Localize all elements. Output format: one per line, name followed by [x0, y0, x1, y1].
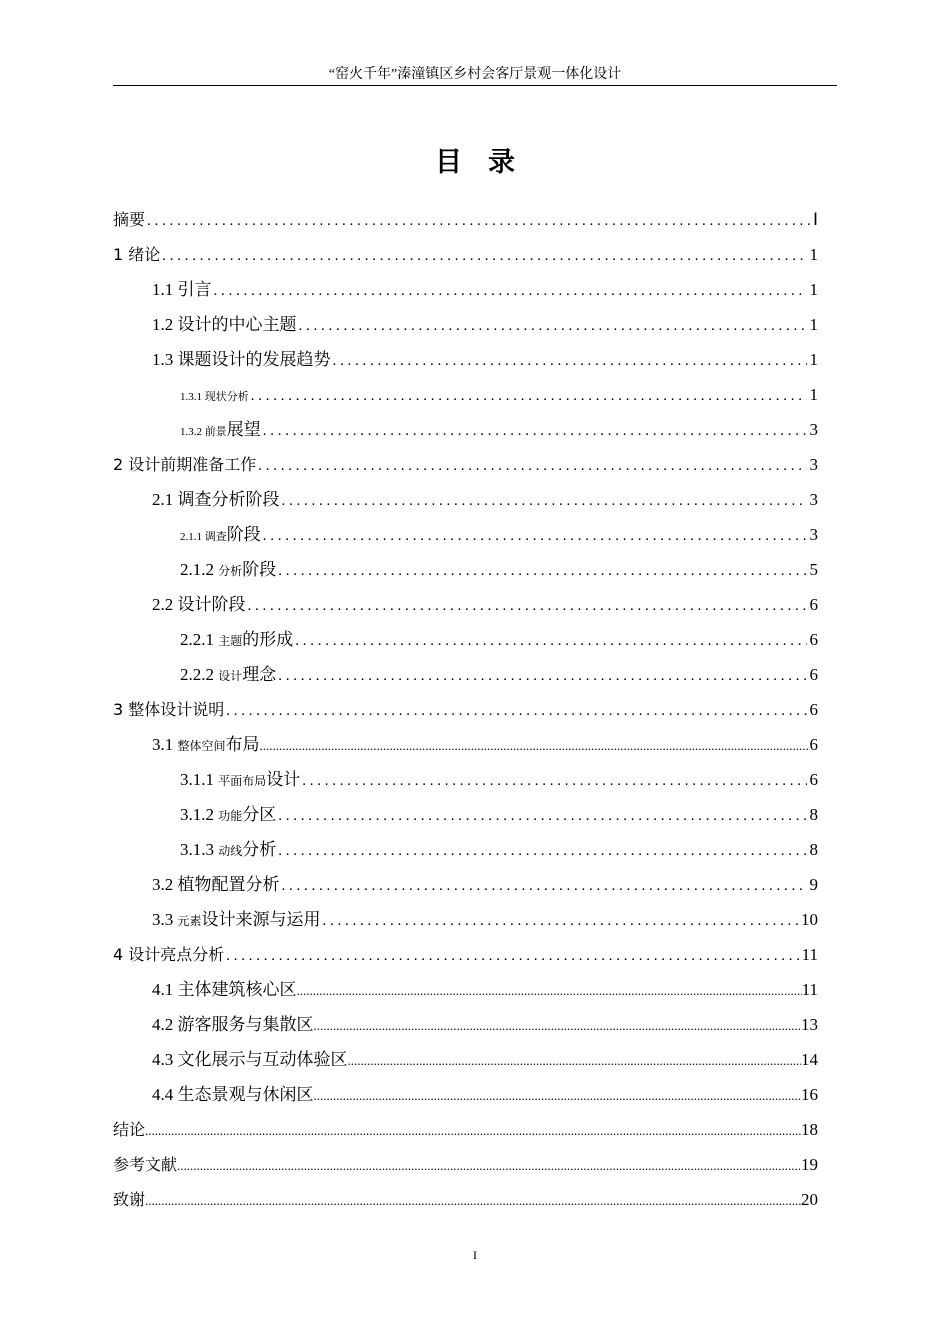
toc-entry-number: 3.1 [152, 735, 178, 754]
toc-entry-label: 分析 [242, 840, 277, 859]
toc-entry-label: 4.1 主体建筑核心区 [152, 980, 297, 999]
toc-entry[interactable] [113, 1182, 818, 1217]
dot-leader [145, 1183, 801, 1219]
toc-page-number: 11 [801, 945, 818, 964]
page-title: 目录 [435, 147, 541, 178]
toc-entry-number: 2.2.2 [180, 665, 219, 684]
toc-entry[interactable] [152, 342, 818, 377]
dot-leader [299, 309, 807, 344]
toc-entry-label-small: 1.3.2 前景 [180, 426, 227, 438]
toc-entry-label: 阶段 [242, 560, 277, 579]
dot-leader [278, 659, 806, 694]
dot-leader [226, 694, 806, 729]
dot-leader [333, 344, 807, 379]
toc-entry[interactable] [113, 202, 818, 237]
toc-page-number: 5 [809, 560, 818, 579]
toc-page-number: 8 [809, 840, 818, 859]
dot-leader [248, 589, 807, 624]
toc-entry-label: 4 设计亮点分析 [113, 945, 225, 964]
toc-entry-label-small: 动线 [218, 844, 243, 858]
toc-page-number: 6 [809, 630, 818, 649]
toc-entry-label-small: 2.1.1 调查 [180, 531, 227, 543]
header-rule [113, 85, 837, 86]
dot-leader [263, 414, 807, 449]
toc-entry-label-small: 元素 [177, 914, 202, 928]
dot-leader [282, 484, 807, 519]
toc-entry[interactable] [113, 1112, 818, 1147]
toc-entry-label: 2.1 调查分析阶段 [152, 490, 280, 509]
toc-entry-label: 1.1 引言 [152, 280, 212, 299]
toc-entry[interactable] [180, 622, 818, 657]
dot-leader [278, 799, 806, 834]
dot-leader [314, 1078, 802, 1114]
toc-page-number: 1 [809, 350, 818, 369]
dot-leader [147, 204, 810, 239]
toc-page-number: 10 [801, 910, 818, 929]
dot-leader [162, 239, 806, 274]
toc-page-number: 18 [801, 1120, 818, 1139]
toc-page-number: 6 [809, 700, 818, 719]
toc-entry[interactable] [152, 587, 818, 622]
toc-entry-label: 1.2 设计的中心主题 [152, 315, 297, 334]
toc-entry-label: 展望 [226, 420, 261, 439]
toc-page-number: 6 [809, 735, 818, 754]
toc-entry-number: 2.2.1 [180, 630, 219, 649]
toc-entry-label: 4.3 文化展示与互动体验区 [152, 1050, 348, 1069]
toc-entry-number: 2.1.2 [180, 560, 219, 579]
toc-entry[interactable] [180, 832, 818, 867]
running-header: “窑火千年”溱潼镇区乡村会客厅景观一体化设计 [328, 67, 622, 82]
toc-entry[interactable] [113, 692, 818, 727]
toc-page-number: 13 [801, 1015, 818, 1034]
toc-page-number: Ⅰ [812, 210, 818, 229]
dot-leader [278, 554, 806, 589]
dot-leader [278, 834, 806, 869]
toc-entry-label: 2.2 设计阶段 [152, 595, 246, 614]
toc-page-number: 8 [809, 805, 818, 824]
toc-entry[interactable] [152, 482, 818, 517]
toc-entry[interactable] [180, 377, 818, 412]
dot-leader [214, 274, 807, 309]
toc-entry-label-small: 功能 [218, 809, 243, 823]
toc-page-number: 11 [801, 980, 818, 999]
dot-leader [323, 904, 798, 939]
toc-entry[interactable] [180, 762, 818, 797]
toc-entry-label: 摘要 [113, 210, 146, 229]
toc-page-number: 20 [801, 1190, 818, 1209]
dot-leader [302, 764, 806, 799]
toc-entry-label: 4.4 生态景观与休闲区 [152, 1085, 314, 1104]
dot-leader [251, 379, 807, 414]
toc-entry[interactable] [152, 972, 818, 1007]
toc-entry[interactable] [113, 237, 818, 272]
toc-page-number: 1 [809, 315, 818, 334]
toc-entry-label: 1.3 课题设计的发展趋势 [152, 350, 331, 369]
toc-entry[interactable] [180, 657, 818, 692]
toc-page-number: 16 [801, 1085, 818, 1104]
toc-entry-label: 设计来源与运用 [201, 910, 321, 929]
toc-page-number: 6 [809, 595, 818, 614]
toc-entry-label: 布局 [225, 735, 260, 754]
toc-entry-label: 植物配置分析 [177, 875, 280, 894]
toc-entry-label-small: 分析 [218, 564, 243, 578]
toc-entry-label: 1 绪论 [113, 245, 161, 264]
toc-entry[interactable] [152, 1077, 818, 1112]
toc-entry[interactable] [180, 517, 818, 552]
toc-entry[interactable] [180, 412, 818, 447]
toc-page-number: 19 [801, 1155, 818, 1174]
toc-entry-label: 分区 [242, 805, 277, 824]
toc-page-number: 6 [809, 770, 818, 789]
toc-page-number: 3 [809, 525, 818, 544]
toc-entry-label-small: 主题 [218, 634, 243, 648]
dot-leader [263, 519, 807, 554]
toc-entry-label-small: 整体空间 [177, 739, 226, 753]
toc-entry-number: 3.1.2 [180, 805, 219, 824]
toc-page-number: 1 [809, 385, 818, 404]
toc-entry[interactable] [113, 1147, 818, 1182]
toc-entry-number: 3.2 [152, 875, 178, 894]
toc-page-number: 6 [809, 665, 818, 684]
dot-leader [258, 449, 806, 484]
toc-page-number: 1 [809, 245, 818, 264]
toc-entry-label: 结论 [113, 1120, 146, 1139]
toc-entry-label-small: 平面布局 [218, 774, 267, 788]
toc-entry-label-small: 1.3.1 现状分析 [180, 391, 249, 403]
toc-entry-label: 2 设计前期准备工作 [113, 455, 257, 474]
toc-entry[interactable] [152, 272, 818, 307]
toc-entry[interactable] [152, 727, 818, 762]
dot-leader [314, 1008, 802, 1044]
toc-entry-label: 理念 [242, 665, 277, 684]
toc-entry[interactable] [152, 902, 818, 937]
toc-entry[interactable] [180, 552, 818, 587]
toc-entry[interactable] [152, 1007, 818, 1042]
toc-entry-label: 阶段 [226, 525, 261, 544]
toc-entry[interactable] [113, 447, 818, 482]
toc-entry-number: 3.1.1 [180, 770, 219, 789]
dot-leader [282, 869, 807, 904]
toc-entry[interactable] [180, 797, 818, 832]
toc-page-number: 1 [809, 280, 818, 299]
toc-entry-label: 致谢 [113, 1190, 146, 1209]
toc-page-number: 14 [801, 1050, 818, 1069]
toc-entry-label: 3 整体设计说明 [113, 700, 225, 719]
toc-page-number: 3 [809, 420, 818, 439]
toc-entry-number: 3.3 [152, 910, 178, 929]
dot-leader [177, 1148, 801, 1184]
dot-leader [145, 1113, 801, 1149]
toc-entry-label: 的形成 [242, 630, 294, 649]
toc-entry[interactable] [152, 307, 818, 342]
dot-leader [297, 973, 802, 1009]
toc-entry[interactable] [152, 1042, 818, 1077]
toc-entry-label: 设计 [266, 770, 301, 789]
dot-leader [348, 1043, 802, 1079]
toc-entry-number: 3.1.3 [180, 840, 219, 859]
toc-entry-label: 参考文献 [113, 1155, 178, 1174]
toc-page-number: 3 [809, 455, 818, 474]
toc-page-number: 3 [809, 490, 818, 509]
toc-entry[interactable] [113, 937, 818, 972]
toc-page-number: 9 [809, 875, 818, 894]
toc-entry-label-small: 设计 [218, 669, 243, 683]
toc-entry[interactable] [152, 867, 818, 902]
dot-leader [260, 728, 810, 764]
toc-entry-label: 4.2 游客服务与集散区 [152, 1015, 314, 1034]
page-footer-number: I [473, 1248, 477, 1262]
dot-leader [295, 624, 806, 659]
dot-leader [226, 939, 798, 974]
